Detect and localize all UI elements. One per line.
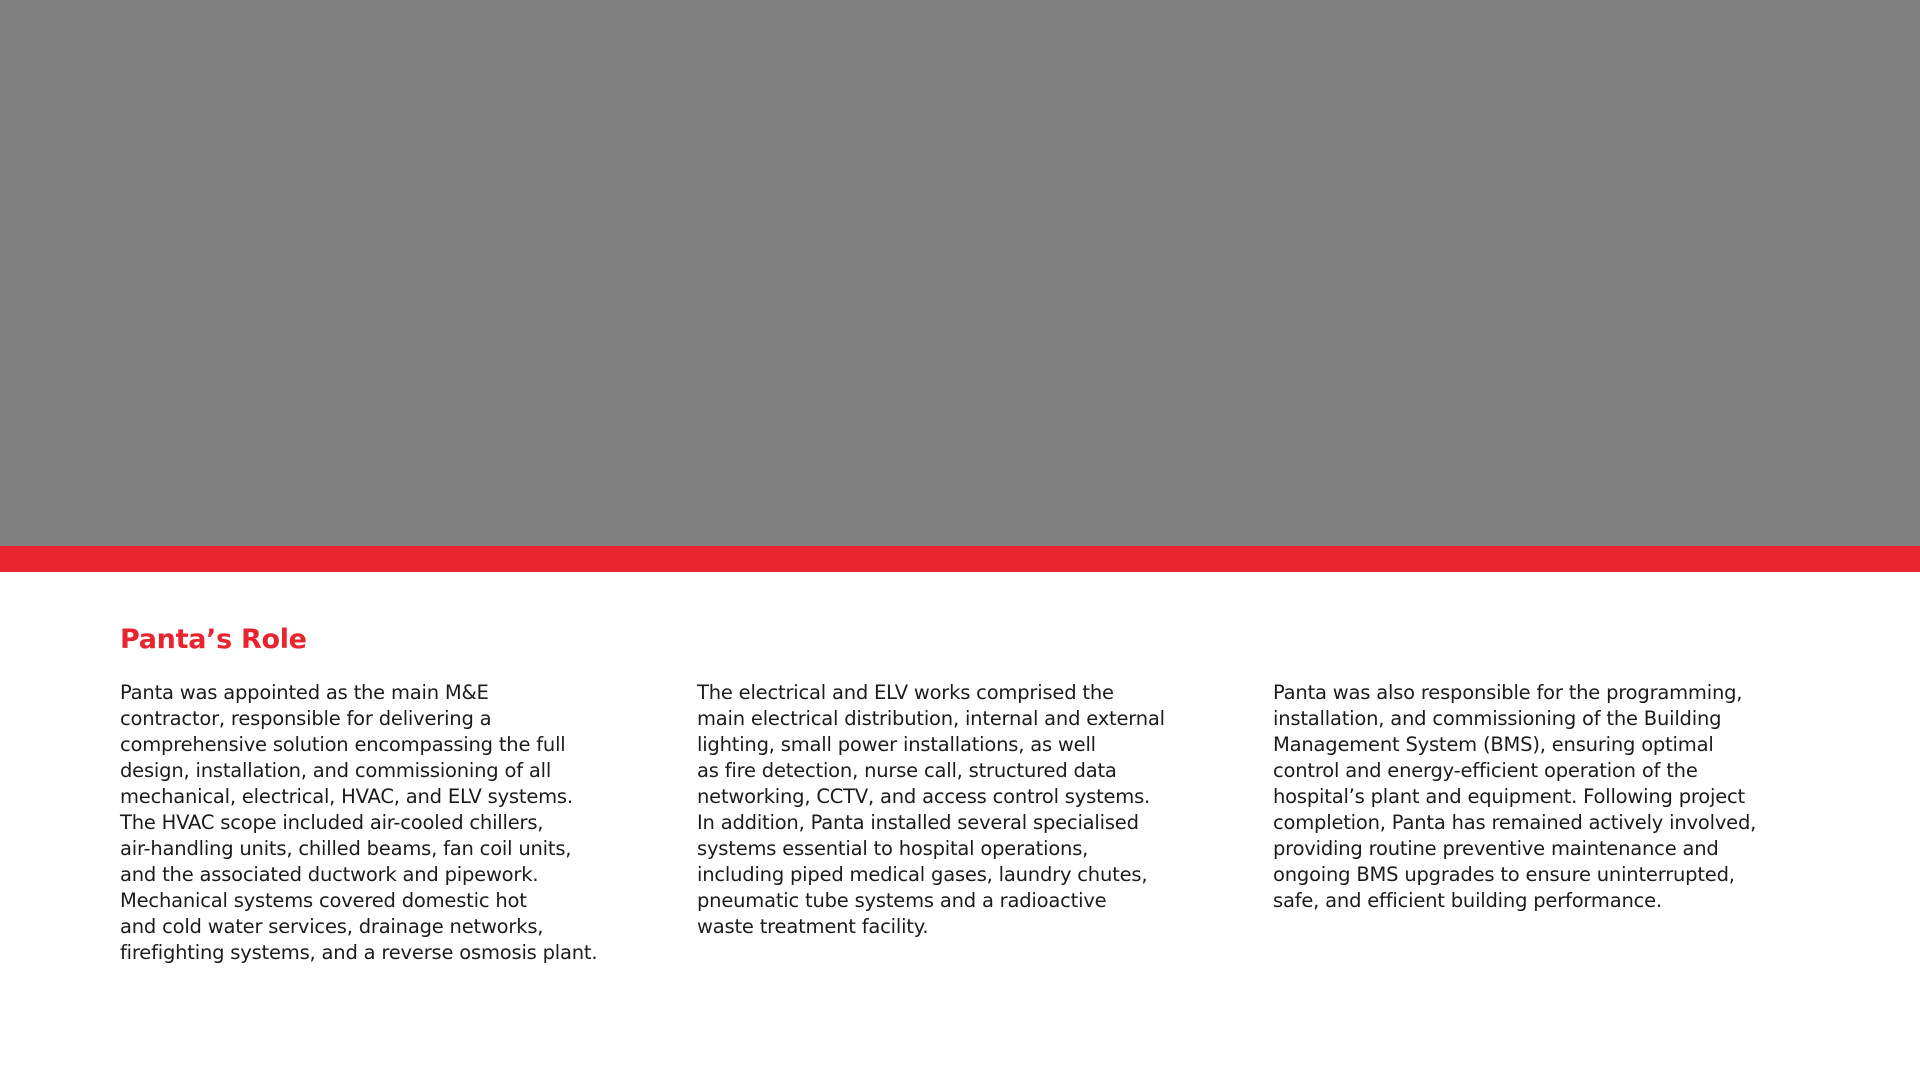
body-column-1: Panta was appointed as the main M&E contractor, responsible for delivering a comprehensive solution encompassing the full design, installation, and commissioning of all mechanical, electrical, HVAC, and ELV systems. The HVAC scope included air-cooled chillers, air-handling units, chilled beams, fan coil units, and the associated ductwork and pipework. Mechanical systems covered domestic hot and cold water services, drainage networks, firefighting systems, and a reverse osmosis plant. <box>120 681 598 964</box>
body-column-3: Panta was also responsible for the programming, installation, and commissioning of the Building Management System (BMS), ensuring optimal control and energy-efficient operation of the hospital’s plant and equipment. Following project completion, Panta has remained actively involved, providing routine preventive maintenance and ongoing BMS upgrades to ensure uninterrupted, safe, and efficient building performance. <box>1273 681 1757 912</box>
accent-bar <box>0 546 1920 572</box>
section-title: Panta’s Role <box>120 624 307 655</box>
body-column-2: The electrical and ELV works comprised the main electrical distribution, internal and external lighting, small power installations, as well as fire detection, nurse call, structured data networking, CCTV, and access control systems. In addition, Panta installed several specialised systems essential to hospital operations, including piped medical gases, laundry chutes, pneumatic tube systems and a radioactive waste treatment facility. <box>697 681 1165 938</box>
